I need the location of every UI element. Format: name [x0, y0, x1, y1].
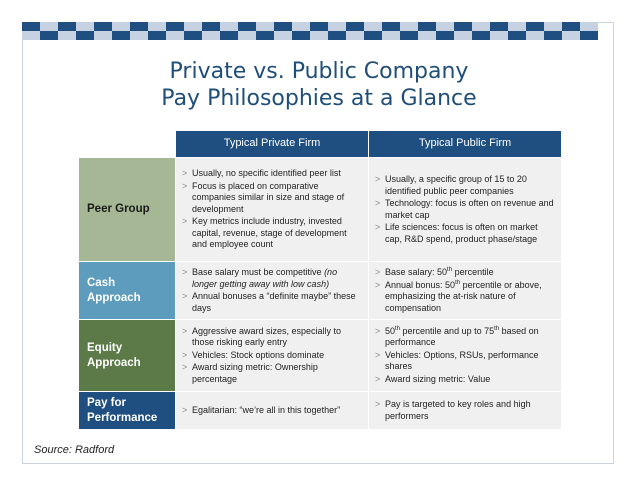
- checker-square: [544, 31, 562, 40]
- empty-corner: [79, 131, 176, 158]
- checker-square: [148, 22, 166, 31]
- checker-square: [508, 31, 526, 40]
- checker-square: [418, 31, 436, 40]
- list-item: > Technology: focus is often on revenue and market cap: [375, 198, 556, 221]
- list-item: > Aggressive award sizes, especially to those risking early entry: [182, 326, 363, 349]
- checker-square: [274, 31, 292, 40]
- checker-column: [382, 22, 400, 40]
- checker-column: [238, 22, 256, 40]
- checker-square: [256, 22, 274, 31]
- checker-square: [562, 22, 580, 31]
- decorative-checker-band: [22, 22, 614, 40]
- checker-square: [526, 22, 544, 31]
- list-item: > Vehicles: Stock options dominate: [182, 350, 363, 362]
- checker-square: [40, 31, 58, 40]
- checker-square: [310, 31, 328, 40]
- checker-square: [364, 31, 382, 40]
- list-item: > 50th percentile and up to 75th based on performance: [375, 326, 556, 349]
- checker-square: [166, 22, 184, 31]
- col-header-private: Typical Private Firm: [176, 131, 369, 158]
- checker-square: [580, 31, 598, 40]
- checker-column: [274, 22, 292, 40]
- checker-square: [220, 31, 238, 40]
- list-item: > Award sizing metric: Ownership percentage: [182, 362, 363, 385]
- checker-column: [346, 22, 364, 40]
- checker-square: [472, 31, 490, 40]
- row-label-cash-approach: [79, 262, 176, 320]
- checker-square: [238, 31, 256, 40]
- list-item: > Vehicles: Options, RSUs, performance shares: [375, 350, 556, 373]
- row-label-text: Approach: [87, 356, 141, 369]
- list-item: > Pay is targeted to key roles and high performers: [375, 399, 556, 422]
- checker-square: [76, 22, 94, 31]
- checker-column: [202, 22, 220, 40]
- checker-square: [130, 22, 148, 31]
- checker-square: [292, 22, 310, 31]
- source-note: Source: Radford: [34, 444, 115, 456]
- list-item: > Base salary must be competitive (no longer getting away with low cash): [182, 267, 363, 290]
- checker-square: [256, 31, 274, 40]
- checker-column: [40, 22, 58, 40]
- checker-column: [508, 22, 526, 40]
- checker-square: [346, 22, 364, 31]
- checker-square: [94, 31, 112, 40]
- table-row: [79, 262, 562, 320]
- checker-column: [310, 22, 328, 40]
- checker-square: [526, 31, 544, 40]
- cell-private-peer-group: [176, 158, 369, 262]
- row-label-text: Pay for: [87, 396, 126, 409]
- list-item: > Life sciences: focus is often on market cap, R&D spend, product phase/stage: [375, 222, 556, 245]
- list-item: > Annual bonuses a “definite maybe” these days: [182, 291, 363, 314]
- comparison-table: [78, 130, 562, 430]
- row-label-text: Cash: [87, 276, 116, 289]
- list-item: > Annual bonus: 50th percentile or above, emphasizing the at-risk nature of compensation: [375, 280, 556, 315]
- checker-column: [418, 22, 436, 40]
- row-label-text: Peer Group: [87, 203, 150, 215]
- list-item: > Award sizing metric: Value: [375, 374, 556, 386]
- checker-square: [58, 22, 76, 31]
- checker-square: [58, 31, 76, 40]
- checker-column: [562, 22, 580, 40]
- table-row: [79, 320, 562, 392]
- checker-square: [454, 22, 472, 31]
- row-label-text: Performance: [87, 411, 158, 424]
- row-label-text: Approach: [87, 291, 141, 304]
- checker-square: [544, 22, 562, 31]
- checker-column: [328, 22, 346, 40]
- cell-public-peer-group: [369, 158, 562, 262]
- checker-square: [364, 22, 382, 31]
- checker-column: [76, 22, 94, 40]
- cell-public-pay: [369, 392, 562, 430]
- cell-public-cash: [369, 262, 562, 320]
- list-item: > Base salary: 50th percentile: [375, 267, 556, 279]
- checker-column: [436, 22, 454, 40]
- row-label-equity-approach: [79, 320, 176, 392]
- list-item: > Usually, no specific identified peer list: [182, 168, 363, 180]
- checker-square: [202, 31, 220, 40]
- checker-square: [562, 31, 580, 40]
- checker-square: [22, 22, 40, 31]
- checker-column: [22, 22, 40, 40]
- checker-column: [400, 22, 418, 40]
- checker-column: [490, 22, 508, 40]
- checker-square: [184, 31, 202, 40]
- table-header-row: [79, 131, 562, 158]
- checker-square: [472, 22, 490, 31]
- checker-square: [274, 22, 292, 31]
- table-row: [79, 392, 562, 430]
- checker-square: [508, 22, 526, 31]
- checker-square: [328, 22, 346, 31]
- checker-column: [184, 22, 202, 40]
- checker-column: [454, 22, 472, 40]
- checker-square: [400, 22, 418, 31]
- checker-square: [292, 31, 310, 40]
- row-label-text: Equity: [87, 341, 123, 354]
- checker-square: [310, 22, 328, 31]
- checker-column: [544, 22, 562, 40]
- checker-square: [76, 31, 94, 40]
- checker-column: [166, 22, 184, 40]
- checker-square: [580, 22, 598, 31]
- title-line-2: Pay Philosophies at a Glance: [161, 86, 477, 111]
- cell-public-equity: [369, 320, 562, 392]
- checker-square: [238, 22, 256, 31]
- checker-column: [526, 22, 544, 40]
- checker-square: [22, 31, 40, 40]
- checker-column: [130, 22, 148, 40]
- checker-column: [112, 22, 130, 40]
- row-label-pay-for-performance: [79, 392, 176, 430]
- checker-square: [490, 22, 508, 31]
- checker-square: [148, 31, 166, 40]
- checker-square: [454, 31, 472, 40]
- list-item: > Focus is placed on comparative companies similar in size and stage of development: [182, 181, 363, 216]
- checker-square: [112, 31, 130, 40]
- checker-column: [94, 22, 112, 40]
- checker-square: [400, 31, 418, 40]
- checker-column: [472, 22, 490, 40]
- list-item: > Key metrics include industry, invested capital, revenue, stage of development and employee count: [182, 216, 363, 251]
- checker-square: [436, 22, 454, 31]
- cell-private-equity: [176, 320, 369, 392]
- checker-square: [166, 31, 184, 40]
- title-line-1: Private vs. Public Company: [169, 59, 469, 84]
- checker-column: [580, 22, 598, 40]
- checker-column: [256, 22, 274, 40]
- checker-square: [112, 22, 130, 31]
- checker-square: [490, 31, 508, 40]
- checker-square: [40, 22, 58, 31]
- list-item: > Egalitarian: “we’re all in this together”: [182, 405, 363, 417]
- col-header-public: Typical Public Firm: [369, 131, 562, 158]
- checker-square: [382, 22, 400, 31]
- checker-column: [364, 22, 382, 40]
- checker-square: [184, 22, 202, 31]
- cell-private-pay: [176, 392, 369, 430]
- checker-column: [220, 22, 238, 40]
- slide-title: [0, 58, 638, 112]
- checker-square: [436, 31, 454, 40]
- row-label-peer-group: [79, 158, 176, 262]
- checker-square: [346, 31, 364, 40]
- cell-private-cash: [176, 262, 369, 320]
- checker-square: [220, 22, 238, 31]
- checker-square: [382, 31, 400, 40]
- table-row: [79, 158, 562, 262]
- list-item: > Usually, a specific group of 15 to 20 identified public peer companies: [375, 174, 556, 197]
- checker-column: [148, 22, 166, 40]
- checker-column: [292, 22, 310, 40]
- checker-column: [58, 22, 76, 40]
- checker-square: [94, 22, 112, 31]
- checker-square: [130, 31, 148, 40]
- checker-square: [328, 31, 346, 40]
- checker-square: [418, 22, 436, 31]
- checker-square: [202, 22, 220, 31]
